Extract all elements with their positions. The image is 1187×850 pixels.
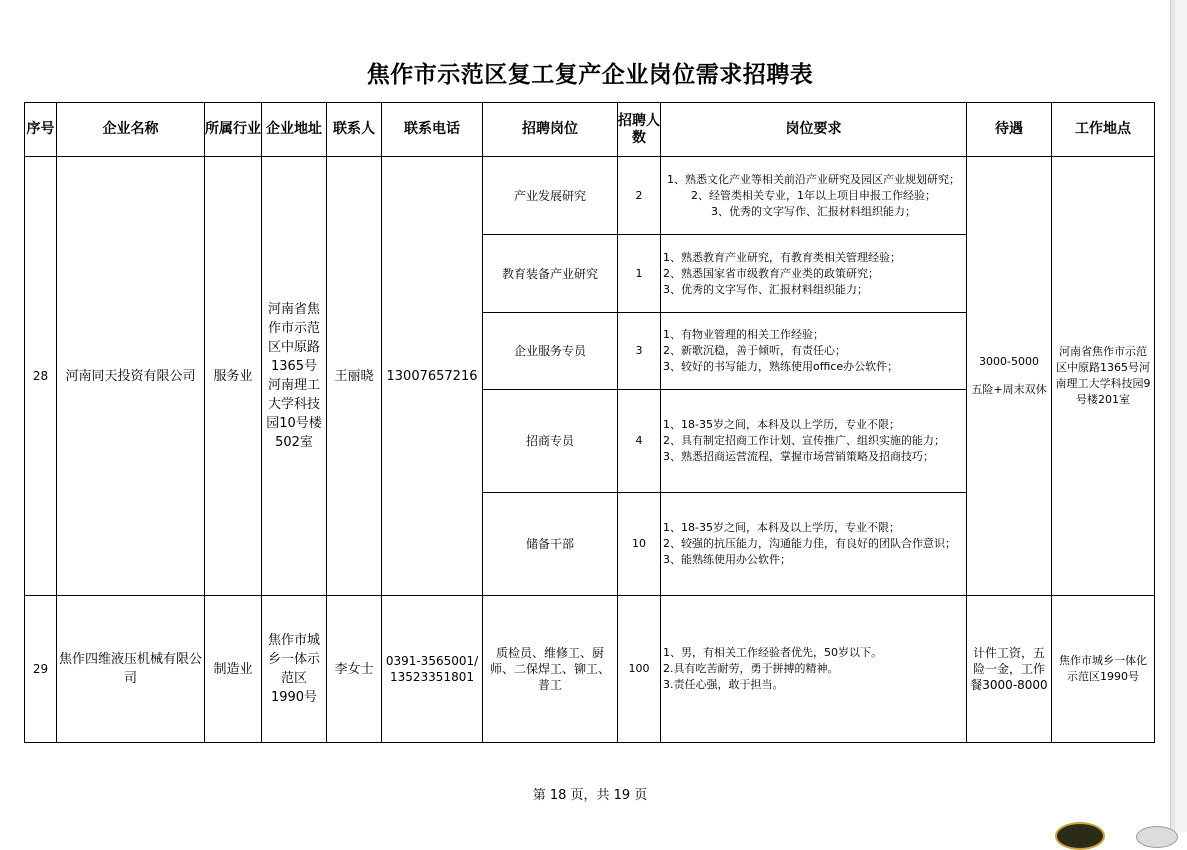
company-name: 河南同天投资有限公司 bbox=[57, 157, 205, 596]
company-address: 河南省焦作市示范区中原路1365号河南理工大学科技园10号楼502室 bbox=[262, 157, 327, 596]
job-requirements bbox=[661, 596, 967, 743]
header-location: 工作地点 bbox=[1052, 103, 1155, 157]
job-requirements bbox=[661, 313, 967, 390]
requirement-line: 3.责任心强，敢于担当。 bbox=[663, 678, 784, 691]
row-number: 29 bbox=[25, 596, 57, 743]
company-phone: 13007657216 bbox=[382, 157, 483, 596]
salary-benefits: 五险+周末双休 bbox=[971, 383, 1047, 396]
header-industry: 所属行业 bbox=[205, 103, 262, 157]
requirement-line: 2、熟悉国家省市级教育产业类的政策研究； bbox=[663, 266, 879, 280]
job-count: 2 bbox=[618, 157, 661, 235]
requirement-line: 3、较好的书写能力，熟练使用office办公软件； bbox=[663, 360, 899, 373]
page-edge bbox=[1170, 0, 1187, 832]
requirement-line: 1、男，有相关工作经验者优先，50岁以下。 bbox=[663, 646, 882, 659]
table-row bbox=[25, 157, 1155, 235]
job-title: 质检员、维修工、厨师、二保焊工、铆工、普工 bbox=[483, 596, 618, 743]
job-requirements bbox=[661, 157, 967, 235]
table-row bbox=[25, 596, 1155, 743]
document-title: 焦作市示范区复工复产企业岗位需求招聘表 bbox=[366, 62, 814, 88]
job-count: 100 bbox=[618, 596, 661, 743]
salary-range: 3000-5000 bbox=[979, 355, 1039, 368]
requirement-line: 2、较强的抗压能力，沟通能力佳，有良好的团队合作意识； bbox=[663, 537, 956, 550]
job-count: 4 bbox=[618, 390, 661, 493]
header-contact: 联系人 bbox=[327, 103, 382, 157]
job-title: 教育装备产业研究 bbox=[483, 235, 618, 313]
header-count: 招聘人数 bbox=[618, 103, 661, 157]
requirement-line: 2.具有吃苦耐劳，勇于拼搏的精神。 bbox=[663, 662, 839, 675]
job-requirements bbox=[661, 235, 967, 313]
company-salary bbox=[967, 157, 1052, 596]
header-company: 企业名称 bbox=[57, 103, 205, 157]
header-address: 企业地址 bbox=[262, 103, 327, 157]
job-title: 产业发展研究 bbox=[483, 157, 618, 235]
requirement-line: 1、有物业管理的相关工作经验； bbox=[663, 328, 824, 341]
header-phone: 联系电话 bbox=[382, 103, 483, 157]
job-requirements bbox=[661, 390, 967, 493]
company-phone: 0391-3565001/13523351801 bbox=[382, 596, 483, 743]
requirement-line: 1、18-35岁之间，本科及以上学历，专业不限； bbox=[663, 418, 900, 431]
company-location: 河南省焦作市示范区中原路1365号河南理工大学科技园9号楼201室 bbox=[1052, 157, 1155, 596]
company-location: 焦作市城乡一体化示范区1990号 bbox=[1052, 596, 1155, 743]
company-contact: 李女士 bbox=[327, 596, 382, 743]
requirement-line: 2、具有制定招商工作计划、宣传推广、组织实施的能力； bbox=[663, 434, 945, 447]
taskbar-icon[interactable] bbox=[1055, 822, 1105, 850]
requirement-line: 3、熟悉招商运营流程，掌握市场营销策略及招商技巧； bbox=[663, 450, 934, 463]
requirement-line: 3、优秀的文字写作、汇报材料组织能力； bbox=[663, 282, 868, 296]
header-requirements: 岗位要求 bbox=[661, 103, 967, 157]
header-salary: 待遇 bbox=[967, 103, 1052, 157]
recruitment-table bbox=[24, 102, 1155, 743]
row-number: 28 bbox=[25, 157, 57, 596]
requirement-line: 2、新歌沉稳，善于倾听，有责任心； bbox=[663, 344, 846, 357]
job-requirements bbox=[661, 493, 967, 596]
requirement-line: 1、熟悉教育产业研究，有教育类相关管理经验； bbox=[663, 250, 901, 264]
requirement-line: 3、能熟练使用办公软件； bbox=[663, 553, 791, 566]
job-count: 3 bbox=[618, 313, 661, 390]
requirement-line: 2、经管类相关专业，1年以上项目申报工作经验； bbox=[691, 188, 936, 202]
job-title: 企业服务专员 bbox=[483, 313, 618, 390]
requirement-line: 1、熟悉文化产业等相关前沿产业研究及园区产业规划研究； bbox=[667, 172, 960, 186]
header-row bbox=[25, 103, 1155, 157]
company-salary: 计件工资，五险一金，工作餐3000-8000 bbox=[967, 596, 1052, 743]
company-address: 焦作市城乡一体示范区1990号 bbox=[262, 596, 327, 743]
job-count: 10 bbox=[618, 493, 661, 596]
page-edge-shadow bbox=[1171, 0, 1175, 832]
company-contact: 王丽晓 bbox=[327, 157, 382, 596]
company-industry: 服务业 bbox=[205, 157, 262, 596]
job-title: 招商专员 bbox=[483, 390, 618, 493]
company-industry: 制造业 bbox=[205, 596, 262, 743]
header-position: 招聘岗位 bbox=[483, 103, 618, 157]
job-count: 1 bbox=[618, 235, 661, 313]
company-name: 焦作四维液压机械有限公司 bbox=[57, 596, 205, 743]
requirement-line: 3、优秀的文字写作、汇报材料组织能力； bbox=[711, 204, 916, 218]
requirement-line: 1、18-35岁之间，本科及以上学历，专业不限； bbox=[663, 521, 900, 534]
header-no: 序号 bbox=[25, 103, 57, 157]
job-title: 储备干部 bbox=[483, 493, 618, 596]
page-footer: 第 18 页，共 19 页 bbox=[532, 788, 648, 803]
taskbar-icon[interactable] bbox=[1136, 826, 1178, 848]
